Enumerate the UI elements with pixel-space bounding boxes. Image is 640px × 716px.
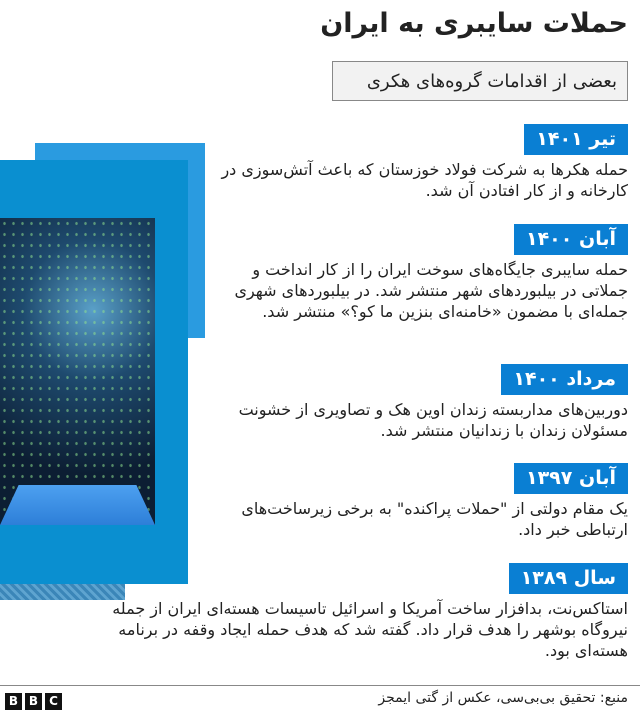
source-credit: منبع: تحقیق بی‌بی‌سی، عکس از گتی ایمجز — [378, 690, 628, 706]
laptop-screen — [0, 485, 155, 525]
timeline-entry — [68, 563, 628, 661]
logo-letter: B — [25, 693, 42, 710]
entry-date: تیر ۱۴۰۱ — [524, 124, 628, 155]
entry-text: استاکس‌نت، بدافزار ساخت آمریکا و اسرائیل تاسیسات هسته‌ای ایران از جمله نیروگاه بوشهر را هدف قرار داد. گفته شد که هدف حمله ایجاد وقفه در برنامه هسته‌ای بود. — [112, 599, 628, 660]
timeline-entry — [208, 124, 628, 201]
footer-divider — [0, 685, 640, 686]
entry-text: دوربین‌های مداربسته زندان اوین هک و تصاویری از خشونت مسئولان زندان با زندانیان منتشر شد. — [238, 400, 628, 440]
hacker-photo — [0, 218, 155, 525]
entry-text: یک مقام دولتی از "حملات پراکنده" به برخی زیرساخت‌های ارتباطی خبر داد. — [241, 499, 628, 539]
entry-text: حمله هکرها به شرکت فولاد خوزستان که باعث آتش‌سوزی در کارخانه و از کار افتادن آن شد. — [221, 160, 628, 200]
entry-date: آبان ۱۳۹۷ — [514, 463, 628, 494]
timeline-entry — [208, 364, 628, 441]
timeline-entry — [228, 224, 628, 322]
photo-dots — [0, 218, 155, 525]
bbc-logo — [5, 693, 62, 710]
page-title: حملات سایبری به ایران — [320, 8, 628, 39]
timeline-entry — [208, 463, 628, 540]
entry-text: حمله سایبری جایگاه‌های سوخت ایران را از کار انداخت و جملاتی در بیلبوردهای شهر منتشر شد. در بیلبوردهای شهری جمله‌ای با مضمون «خامنه‌ای بنزین ما کو؟» منتشر شد. — [234, 260, 628, 321]
entry-date: مرداد ۱۴۰۰ — [501, 364, 628, 395]
subtitle-box: بعضی از اقدامات گروه‌های هکری — [332, 61, 628, 101]
entry-date: سال ۱۳۸۹ — [509, 563, 628, 594]
logo-letter: B — [5, 693, 22, 710]
logo-letter: C — [45, 693, 62, 710]
entry-date: آبان ۱۴۰۰ — [514, 224, 628, 255]
